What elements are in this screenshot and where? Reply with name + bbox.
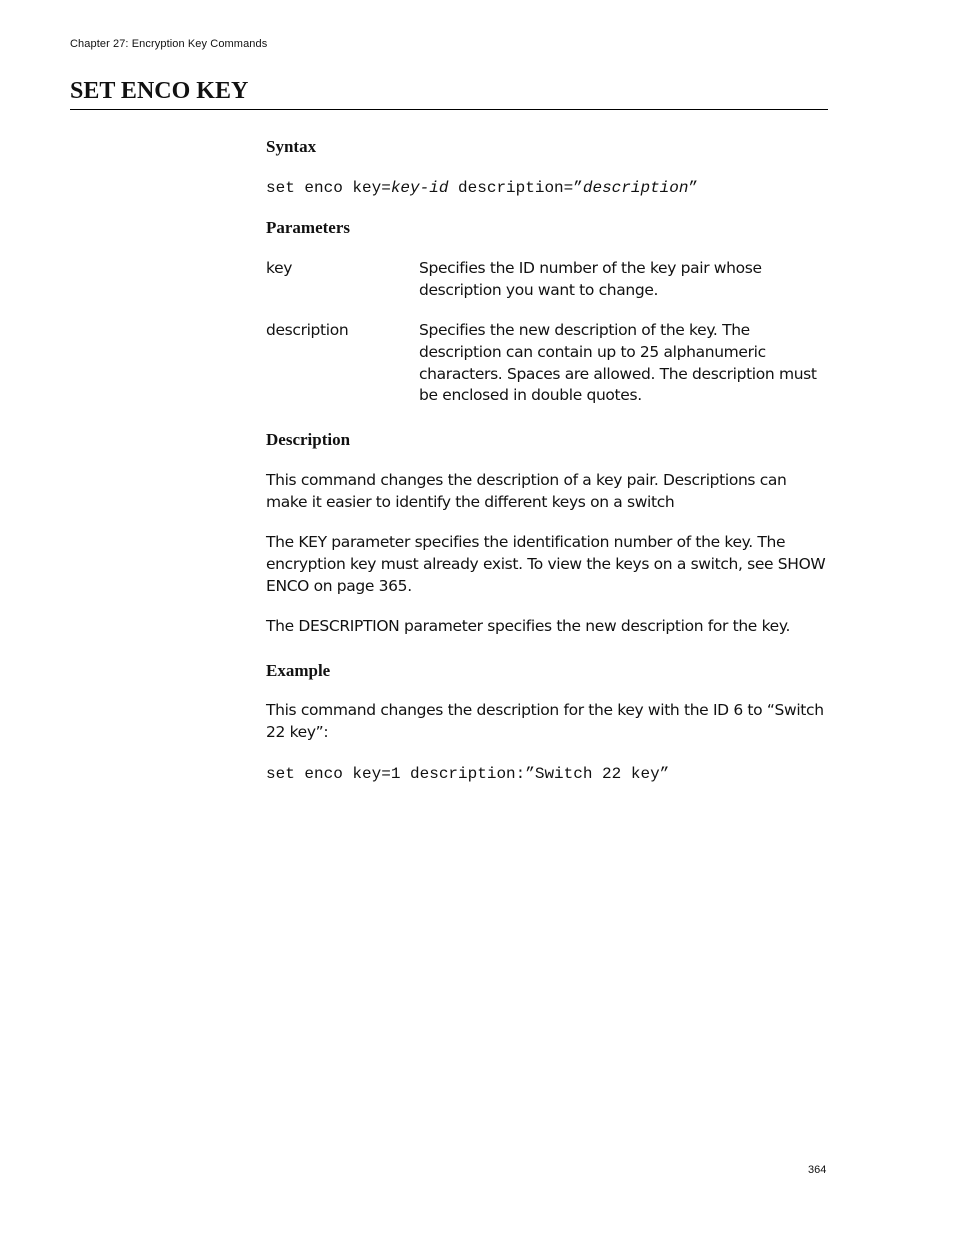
parameter-name-description: description — [266, 321, 349, 339]
running-header: Chapter 27: Encryption Key Commands — [70, 38, 268, 50]
example-command: set enco key=1 description:”Switch 22 key” — [266, 765, 670, 783]
syntax-key-variable: key-id — [390, 179, 449, 197]
description-heading: Description — [266, 430, 351, 449]
syntax-command-suffix: ” — [688, 179, 699, 197]
description-paragraph-1: This command changes the description of a key pair. Descriptions can make it easier to identify the different keys on a switch — [266, 471, 787, 511]
description-paragraph-2: The KEY parameter specifies the identification number of the key. The encryption key must already exist. To view the keys on a switch, see SHOW ENCO on page 365. — [266, 533, 826, 595]
description-paragraph-3: The DESCRIPTION parameter specifies the new description for the key. — [266, 617, 791, 635]
parameters-heading: Parameters — [266, 218, 351, 237]
page-number: 364 — [808, 1164, 827, 1176]
syntax-command-middle: description=” — [448, 179, 583, 197]
syntax-description-variable: description — [582, 179, 689, 197]
example-heading: Example — [266, 661, 331, 680]
syntax-command — [266, 179, 698, 197]
syntax-command-prefix: set enco key= — [266, 179, 391, 197]
page-title: SET ENCO KEY — [70, 78, 249, 104]
parameter-name-key: key — [266, 259, 293, 277]
syntax-heading: Syntax — [266, 137, 317, 156]
example-intro: This command changes the description for the key with the ID 6 to “Switch 22 key”: — [266, 701, 824, 741]
title-divider — [70, 109, 828, 110]
parameter-description-description: Specifies the new description of the key. The description can contain up to 25 alphanumeric characters. Spaces are allowed. The description must be enclosed in double quotes. — [419, 321, 817, 405]
parameter-description-key: Specifies the ID number of the key pair whose description you want to change. — [419, 259, 762, 299]
